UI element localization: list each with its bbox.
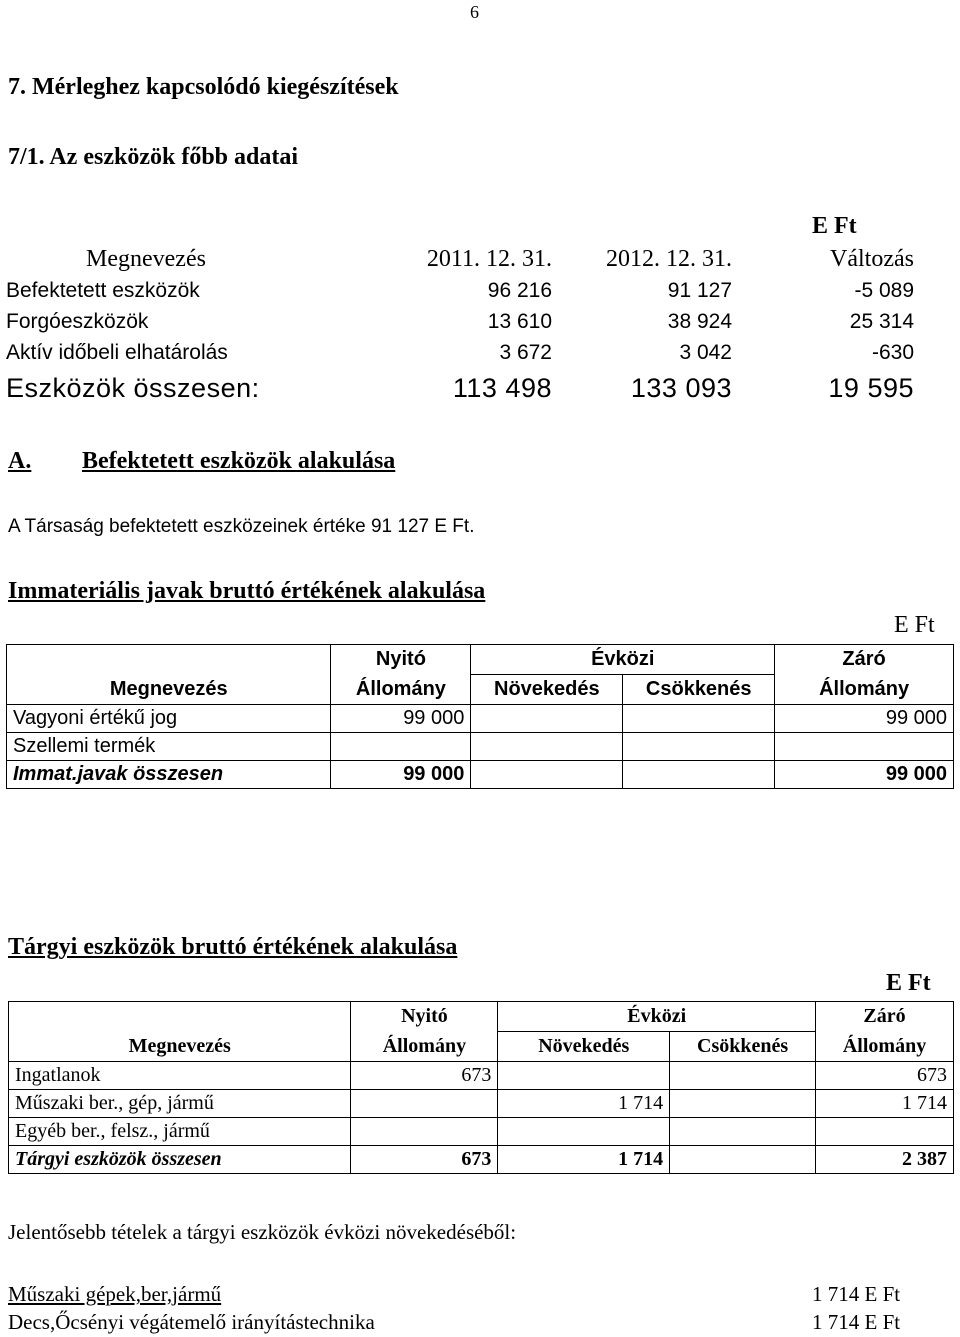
row-value: [670, 1118, 816, 1146]
section-a-letter: A.: [8, 448, 32, 474]
total-value: 99 000: [331, 761, 471, 789]
row-value: [623, 705, 775, 733]
notes-intro: Jelentősebb tételek a tárgyi eszközök évközi növekedéséből:: [8, 1220, 517, 1244]
total-value: [670, 1146, 816, 1174]
section-a-sentence: A Társaság befektetett eszközeinek értéke 91 127 E Ft.: [8, 516, 475, 537]
total-label: Tárgyi eszközök összesen: [9, 1146, 351, 1174]
header-cell: Állomány: [816, 1032, 954, 1062]
immaterial-table: [6, 644, 954, 789]
row-value: 91 127: [667, 278, 732, 302]
header-cell: Nyitó: [351, 1002, 498, 1032]
notes-item-label: Decs,Őcsényi végátemelő irányítástechnika: [8, 1310, 375, 1334]
row-value: 1 714: [498, 1090, 670, 1118]
header-cell: Állomány: [351, 1032, 498, 1062]
row-value: [351, 1118, 498, 1146]
row-label: Befektetett eszközök: [6, 278, 200, 302]
total-value: 133 093: [630, 372, 732, 403]
header-cell: Évközi: [498, 1002, 816, 1032]
header-cell: Csökkenés: [623, 675, 775, 705]
summary-unit: E Ft: [812, 213, 857, 239]
immaterial-header-bottom: [7, 675, 954, 705]
notes-item-label: Műszaki gépek,ber,jármű: [8, 1282, 222, 1306]
row-value: [623, 733, 775, 761]
summary-header-name: Megnevezés: [86, 246, 206, 272]
header-cell: Záró: [816, 1002, 954, 1032]
row-value: 38 924: [667, 309, 732, 333]
summary-header-change: Változás: [830, 246, 914, 272]
row-value: [331, 733, 471, 761]
row-label: Forgóeszközök: [6, 309, 149, 333]
table-row: [9, 1118, 954, 1146]
section-a-title: Befektetett eszközök alakulása: [82, 448, 396, 474]
row-value: [775, 733, 954, 761]
table-row: [7, 733, 954, 761]
total-label: Immat.javak összesen: [7, 761, 331, 789]
row-value: -630: [871, 340, 914, 364]
row-value: 96 216: [487, 278, 552, 302]
row-value: [498, 1062, 670, 1090]
header-cell: Megnevezés: [7, 675, 331, 705]
row-value: [670, 1090, 816, 1118]
row-value: [670, 1062, 816, 1090]
header-cell: Állomány: [775, 675, 954, 705]
row-value: [498, 1118, 670, 1146]
notes-item-value: 1 714 E Ft: [812, 1282, 901, 1306]
total-value: [471, 761, 623, 789]
row-value: 99 000: [331, 705, 471, 733]
header-cell: Növekedés: [498, 1032, 670, 1062]
row-value: [471, 733, 623, 761]
header-cell: Nyitó: [331, 645, 471, 675]
total-value: 19 595: [828, 372, 914, 403]
tangible-table: [8, 1001, 954, 1174]
header-cell: Csökkenés: [670, 1032, 816, 1062]
row-value: 1 714: [816, 1090, 954, 1118]
row-value: -5 089: [854, 278, 914, 302]
header-cell: Megnevezés: [9, 1032, 351, 1062]
immaterial-unit: E Ft: [894, 612, 935, 638]
total-value: 99 000: [775, 761, 954, 789]
summary-total-row: [6, 368, 914, 408]
row-label: Ingatlanok: [9, 1062, 351, 1090]
tangible-header-top: [9, 1002, 954, 1032]
header-cell: Záró: [775, 645, 954, 675]
row-value: 99 000: [775, 705, 954, 733]
row-label: Szellemi termék: [7, 733, 331, 761]
header-cell: Állomány: [331, 675, 471, 705]
row-value: 13 610: [487, 309, 552, 333]
table-row: [9, 1090, 954, 1118]
row-value: 3 042: [679, 340, 732, 364]
tangible-title: Tárgyi eszközök bruttó értékének alakulása: [8, 934, 458, 960]
table-row: [6, 306, 914, 337]
total-value: 113 498: [452, 372, 552, 403]
notes-item-value: 1 714 E Ft: [812, 1310, 901, 1334]
table-row: [9, 1062, 954, 1090]
total-value: 2 387: [816, 1146, 954, 1174]
row-value: 673: [351, 1062, 498, 1090]
summary-header-row: [6, 244, 914, 275]
page-number: 6: [470, 2, 479, 22]
row-label: Aktív időbeli elhatárolás: [6, 340, 228, 364]
table-row: [6, 337, 914, 368]
assets-summary-table: [6, 244, 914, 408]
row-value: 673: [816, 1062, 954, 1090]
table-row: [7, 705, 954, 733]
row-label: Egyéb ber., felsz., jármű: [9, 1118, 351, 1146]
row-value: 25 314: [849, 309, 914, 333]
row-value: 3 672: [499, 340, 552, 364]
immaterial-header-top: [7, 645, 954, 675]
summary-header-2011: 2011. 12. 31.: [426, 246, 552, 272]
row-value: [351, 1090, 498, 1118]
row-value: [816, 1118, 954, 1146]
row-label: Vagyoni értékű jog: [7, 705, 331, 733]
tangible-unit: E Ft: [886, 970, 931, 996]
immaterial-title: Immateriális javak bruttó értékének alakulása: [8, 578, 486, 604]
total-value: [623, 761, 775, 789]
header-cell: Növekedés: [471, 675, 623, 705]
tangible-header-bottom: [9, 1032, 954, 1062]
section-a-heading: [8, 448, 395, 475]
total-value: 673: [351, 1146, 498, 1174]
row-label: Műszaki ber., gép, jármű: [9, 1090, 351, 1118]
tangible-total-row: [9, 1146, 954, 1174]
row-value: [471, 705, 623, 733]
header-cell: Évközi: [471, 645, 775, 675]
section-title: 7. Mérleghez kapcsolódó kiegészítések: [8, 74, 399, 100]
total-value: 1 714: [498, 1146, 670, 1174]
immaterial-total-row: [7, 761, 954, 789]
total-label: Eszközök összesen:: [6, 372, 260, 403]
table-row: [6, 275, 914, 306]
subsection-title: 7/1. Az eszközök főbb adatai: [8, 144, 299, 170]
summary-header-2012: 2012. 12. 31.: [606, 246, 732, 272]
